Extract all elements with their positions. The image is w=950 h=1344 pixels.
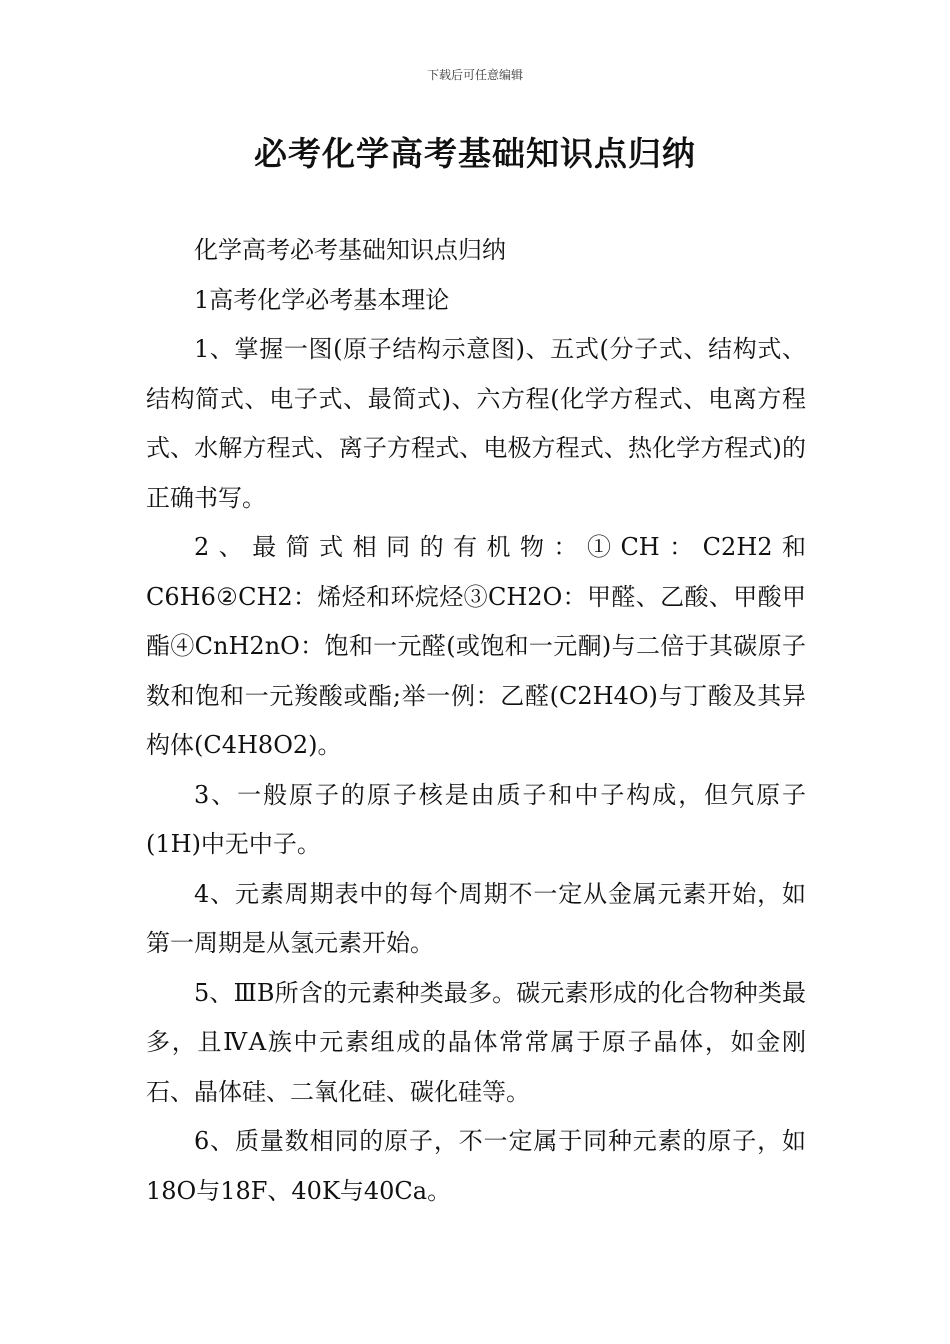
paragraph-subtitle: 化学高考必考基础知识点归纳 <box>194 236 506 264</box>
paragraph-point-6: 6、质量数相同的原子，不一定属于同种元素的原子，如18O与18F、40K与40Ca。 <box>146 1127 806 1205</box>
document-title: 必考化学高考基础知识点归纳 <box>254 134 696 173</box>
header-note: 下载后可任意编辑 <box>426 68 523 82</box>
paragraph-point-3: 3、一般原子的原子核是由质子和中子构成，但氕原子(1H)中无中子。 <box>146 780 806 858</box>
paragraph-point-2: 2、最简式相同的有机物：①CH：C2H2和C6H6②CH2：烯烃和环烷烃③CH2O：甲醛、乙酸、甲酸甲酯④CnH2nO：饱和一元醛(或饱和一元酮)与二倍于其碳原子数和饱和一元羧酸或酯;举一例：乙醛(C2H4O)与丁酸及其异构体(C4H8O2)。 <box>146 533 806 759</box>
document-body <box>146 226 806 1216</box>
paragraph-section-heading: 1高考化学必考基本理论 <box>194 285 450 314</box>
paragraph-point-4: 4、元素周期表中的每个周期不一定从金属元素开始，如第一周期是从氢元素开始。 <box>146 879 806 957</box>
paragraph-point-5: 5、ⅢB所含的元素种类最多。碳元素形成的化合物种类最多，且ⅣA族中元素组成的晶体常常属于原子晶体，如金刚石、晶体硅、二氧化硅、碳化硅等。 <box>146 978 806 1106</box>
paragraph-point-1: 1、掌握一图(原子结构示意图)、五式(分子式、结构式、结构简式、电子式、最简式)、六方程(化学方程式、电离方程式、水解方程式、离子方程式、电极方程式、热化学方程式)的正确书写。 <box>146 335 806 512</box>
